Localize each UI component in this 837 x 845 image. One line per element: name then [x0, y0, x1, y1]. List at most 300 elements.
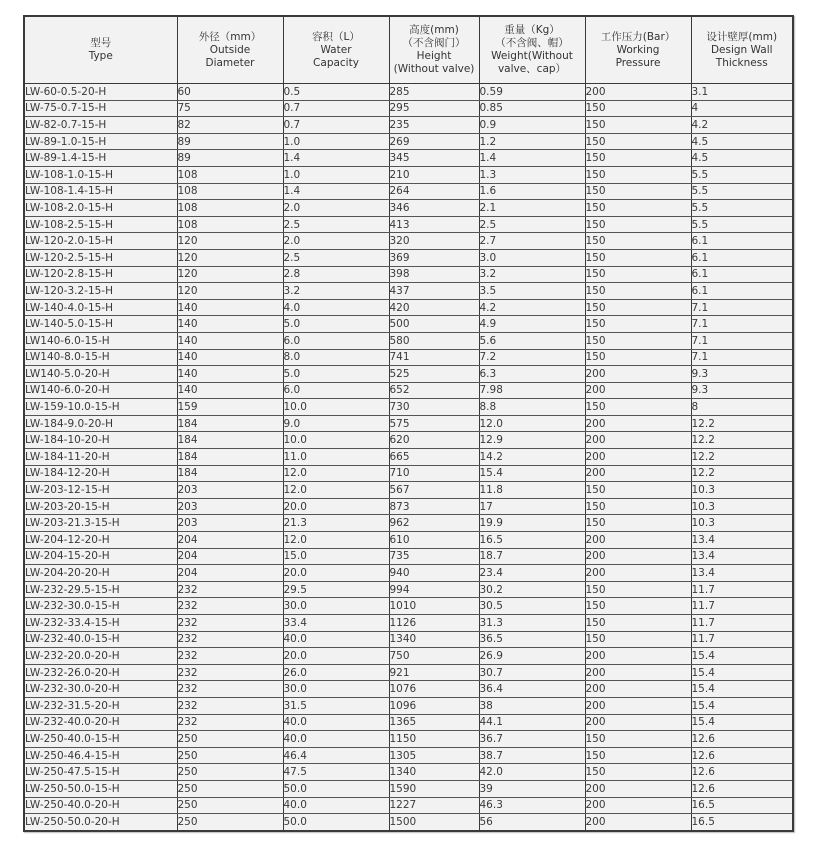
column-header-line: Working	[616, 43, 660, 56]
cell-outside-diameter: 232	[177, 648, 283, 665]
cell-water-capacity: 15.0	[283, 548, 389, 565]
cell-weight: 1.2	[479, 133, 585, 150]
cell-working-pressure: 200	[585, 366, 691, 383]
cell-outside-diameter: 184	[177, 432, 283, 449]
cell-type: LW-82-0.7-15-H	[24, 117, 177, 134]
column-header-line: Capacity	[313, 56, 359, 69]
cell-type: LW-120-2.8-15-H	[24, 266, 177, 283]
cell-water-capacity: 5.0	[283, 366, 389, 383]
spec-table-container	[23, 15, 794, 832]
cell-working-pressure: 200	[585, 432, 691, 449]
cell-weight: 8.8	[479, 399, 585, 416]
cell-height: 345	[389, 150, 479, 167]
cell-height: 1340	[389, 764, 479, 781]
cell-water-capacity: 50.0	[283, 780, 389, 797]
cell-outside-diameter: 108	[177, 200, 283, 217]
table-row	[24, 133, 793, 150]
table-row	[24, 631, 793, 648]
cell-working-pressure: 200	[585, 664, 691, 681]
cell-working-pressure: 200	[585, 697, 691, 714]
cell-water-capacity: 12.0	[283, 532, 389, 549]
cell-working-pressure: 150	[585, 515, 691, 532]
cell-outside-diameter: 120	[177, 266, 283, 283]
table-row	[24, 349, 793, 366]
cell-design-wall-thickness: 10.3	[691, 482, 793, 499]
cell-design-wall-thickness: 4.5	[691, 133, 793, 150]
cell-water-capacity: 12.0	[283, 482, 389, 499]
cell-working-pressure: 150	[585, 581, 691, 598]
table-row	[24, 84, 793, 101]
cell-water-capacity: 29.5	[283, 581, 389, 598]
cell-working-pressure: 200	[585, 449, 691, 466]
cell-type: LW-232-40.0-20-H	[24, 714, 177, 731]
cell-outside-diameter: 203	[177, 515, 283, 532]
cell-water-capacity: 10.0	[283, 399, 389, 416]
cell-height: 398	[389, 266, 479, 283]
cell-height: 940	[389, 565, 479, 582]
cell-weight: 0.9	[479, 117, 585, 134]
cell-type: LW-250-40.0-20-H	[24, 797, 177, 814]
cell-weight: 31.3	[479, 615, 585, 632]
cell-outside-diameter: 184	[177, 465, 283, 482]
table-row	[24, 249, 793, 266]
column-header-line: （不含阀门）	[402, 37, 466, 49]
cell-height: 525	[389, 366, 479, 383]
cell-water-capacity: 20.0	[283, 648, 389, 665]
cell-working-pressure: 200	[585, 382, 691, 399]
table-row	[24, 664, 793, 681]
cell-type: LW-108-1.0-15-H	[24, 166, 177, 183]
table-row	[24, 233, 793, 250]
cell-type: LW-203-20-15-H	[24, 498, 177, 515]
cell-water-capacity: 30.0	[283, 681, 389, 698]
cell-outside-diameter: 140	[177, 316, 283, 333]
cell-outside-diameter: 232	[177, 615, 283, 632]
cell-water-capacity: 33.4	[283, 615, 389, 632]
column-header-line: Outside	[209, 43, 251, 56]
cell-design-wall-thickness: 5.5	[691, 200, 793, 217]
cell-design-wall-thickness: 13.4	[691, 565, 793, 582]
table-row	[24, 598, 793, 615]
table-row	[24, 415, 793, 432]
cell-design-wall-thickness: 12.2	[691, 415, 793, 432]
cell-water-capacity: 8.0	[283, 349, 389, 366]
cell-design-wall-thickness: 8	[691, 399, 793, 416]
cell-design-wall-thickness: 5.5	[691, 166, 793, 183]
cell-working-pressure: 200	[585, 565, 691, 582]
cell-type: LW-60-0.5-20-H	[24, 84, 177, 101]
cell-height: 210	[389, 166, 479, 183]
cell-working-pressure: 150	[585, 216, 691, 233]
cell-outside-diameter: 140	[177, 366, 283, 383]
cell-working-pressure: 150	[585, 133, 691, 150]
cell-type: LW-108-1.4-15-H	[24, 183, 177, 200]
cell-working-pressure: 200	[585, 532, 691, 549]
cell-height: 620	[389, 432, 479, 449]
column-header-line: Diameter	[205, 56, 255, 69]
cell-type: LW-89-1.4-15-H	[24, 150, 177, 167]
table-row	[24, 548, 793, 565]
cell-working-pressure: 200	[585, 681, 691, 698]
cell-design-wall-thickness: 15.4	[691, 714, 793, 731]
cell-working-pressure: 150	[585, 266, 691, 283]
table-body	[24, 84, 793, 831]
column-header-line: 型号	[90, 37, 112, 49]
cell-water-capacity: 20.0	[283, 498, 389, 515]
cell-weight: 17	[479, 498, 585, 515]
cell-height: 346	[389, 200, 479, 217]
cell-design-wall-thickness: 7.1	[691, 299, 793, 316]
cell-water-capacity: 0.5	[283, 84, 389, 101]
cell-design-wall-thickness: 16.5	[691, 814, 793, 831]
table-row	[24, 100, 793, 117]
column-header-line: 外径（mm）	[198, 30, 262, 43]
cell-outside-diameter: 204	[177, 565, 283, 582]
cell-design-wall-thickness: 12.2	[691, 449, 793, 466]
cell-design-wall-thickness: 3.1	[691, 84, 793, 101]
table-row	[24, 366, 793, 383]
cell-working-pressure: 150	[585, 764, 691, 781]
cell-water-capacity: 30.0	[283, 598, 389, 615]
cell-weight: 16.5	[479, 532, 585, 549]
cell-type: LW-250-40.0-15-H	[24, 731, 177, 748]
cell-design-wall-thickness: 4.2	[691, 117, 793, 134]
cell-weight: 2.7	[479, 233, 585, 250]
column-header-line: Pressure	[615, 56, 661, 69]
cell-design-wall-thickness: 11.7	[691, 631, 793, 648]
table-row	[24, 515, 793, 532]
cell-height: 730	[389, 399, 479, 416]
cell-height: 710	[389, 465, 479, 482]
cell-design-wall-thickness: 13.4	[691, 548, 793, 565]
cell-design-wall-thickness: 11.7	[691, 598, 793, 615]
cell-outside-diameter: 184	[177, 449, 283, 466]
cell-height: 921	[389, 664, 479, 681]
cell-outside-diameter: 232	[177, 598, 283, 615]
cell-water-capacity: 1.0	[283, 166, 389, 183]
cell-design-wall-thickness: 11.7	[691, 615, 793, 632]
cell-height: 1590	[389, 780, 479, 797]
cell-height: 500	[389, 316, 479, 333]
cell-weight: 3.2	[479, 266, 585, 283]
column-header-line: valve、cap）	[497, 63, 567, 75]
column-header-line: Thickness	[715, 56, 768, 69]
cell-water-capacity: 6.0	[283, 382, 389, 399]
cell-design-wall-thickness: 16.5	[691, 797, 793, 814]
table-row	[24, 299, 793, 316]
table-row	[24, 266, 793, 283]
cell-weight: 46.3	[479, 797, 585, 814]
cell-outside-diameter: 232	[177, 664, 283, 681]
cell-height: 437	[389, 283, 479, 300]
cell-type: LW-184-11-20-H	[24, 449, 177, 466]
cell-weight: 4.2	[479, 299, 585, 316]
cell-height: 295	[389, 100, 479, 117]
cell-water-capacity: 2.5	[283, 216, 389, 233]
column-header-water-capacity	[283, 16, 389, 84]
cell-outside-diameter: 108	[177, 216, 283, 233]
cell-type: LW-159-10.0-15-H	[24, 399, 177, 416]
cell-height: 1076	[389, 681, 479, 698]
table-row	[24, 780, 793, 797]
cell-outside-diameter: 203	[177, 482, 283, 499]
table-row	[24, 183, 793, 200]
cell-height: 1227	[389, 797, 479, 814]
column-header-weight	[479, 16, 585, 84]
cell-type: LW-232-26.0-20-H	[24, 664, 177, 681]
table-row	[24, 216, 793, 233]
cell-height: 575	[389, 415, 479, 432]
cell-height: 741	[389, 349, 479, 366]
cell-working-pressure: 150	[585, 233, 691, 250]
cell-outside-diameter: 184	[177, 415, 283, 432]
cell-design-wall-thickness: 7.1	[691, 316, 793, 333]
cell-working-pressure: 150	[585, 332, 691, 349]
table-row	[24, 648, 793, 665]
cell-water-capacity: 3.2	[283, 283, 389, 300]
cell-design-wall-thickness: 6.1	[691, 266, 793, 283]
cell-outside-diameter: 120	[177, 233, 283, 250]
table-row	[24, 150, 793, 167]
cell-design-wall-thickness: 12.2	[691, 465, 793, 482]
cell-weight: 6.3	[479, 366, 585, 383]
cell-working-pressure: 150	[585, 598, 691, 615]
cell-working-pressure: 150	[585, 117, 691, 134]
cell-outside-diameter: 89	[177, 133, 283, 150]
cell-water-capacity: 20.0	[283, 565, 389, 582]
cell-outside-diameter: 140	[177, 382, 283, 399]
cell-working-pressure: 150	[585, 316, 691, 333]
cell-height: 1365	[389, 714, 479, 731]
column-header-type	[24, 16, 177, 84]
column-header-height	[389, 16, 479, 84]
cell-outside-diameter: 108	[177, 166, 283, 183]
cell-water-capacity: 11.0	[283, 449, 389, 466]
cylinder-spec-table	[23, 15, 794, 832]
cell-height: 652	[389, 382, 479, 399]
cell-outside-diameter: 250	[177, 797, 283, 814]
cell-design-wall-thickness: 7.1	[691, 332, 793, 349]
cell-design-wall-thickness: 12.6	[691, 764, 793, 781]
table-row	[24, 465, 793, 482]
cell-outside-diameter: 204	[177, 532, 283, 549]
cell-weight: 38.7	[479, 747, 585, 764]
cell-working-pressure: 150	[585, 100, 691, 117]
cell-working-pressure: 200	[585, 84, 691, 101]
cell-weight: 3.5	[479, 283, 585, 300]
table-row	[24, 432, 793, 449]
cell-weight: 4.9	[479, 316, 585, 333]
column-header-line: 容积（L）	[312, 30, 360, 43]
cell-water-capacity: 50.0	[283, 814, 389, 831]
cell-outside-diameter: 232	[177, 581, 283, 598]
cell-type: LW-184-9.0-20-H	[24, 415, 177, 432]
cell-type: LW-120-2.0-15-H	[24, 233, 177, 250]
cell-type: LW140-8.0-15-H	[24, 349, 177, 366]
cell-weight: 5.6	[479, 332, 585, 349]
cell-weight: 0.59	[479, 84, 585, 101]
column-header-line: (Without valve)	[393, 63, 475, 75]
cell-outside-diameter: 120	[177, 249, 283, 266]
table-row	[24, 482, 793, 499]
cell-outside-diameter: 250	[177, 814, 283, 831]
cell-weight: 36.5	[479, 631, 585, 648]
cell-design-wall-thickness: 12.6	[691, 731, 793, 748]
cell-type: LW-204-12-20-H	[24, 532, 177, 549]
cell-outside-diameter: 232	[177, 714, 283, 731]
cell-design-wall-thickness: 12.6	[691, 747, 793, 764]
cell-height: 1500	[389, 814, 479, 831]
column-header-line: （不含阀、帽）	[495, 37, 569, 49]
cell-working-pressure: 200	[585, 648, 691, 665]
column-header-line: 高度(mm)	[409, 24, 459, 36]
cell-working-pressure: 200	[585, 548, 691, 565]
cell-outside-diameter: 108	[177, 183, 283, 200]
cell-height: 735	[389, 548, 479, 565]
cell-outside-diameter: 232	[177, 681, 283, 698]
column-header-design-wall-thickness	[691, 16, 793, 84]
cell-height: 1340	[389, 631, 479, 648]
cell-water-capacity: 21.3	[283, 515, 389, 532]
cell-design-wall-thickness: 15.4	[691, 648, 793, 665]
cell-water-capacity: 12.0	[283, 465, 389, 482]
cell-outside-diameter: 203	[177, 498, 283, 515]
cell-weight: 15.4	[479, 465, 585, 482]
cell-outside-diameter: 250	[177, 764, 283, 781]
cell-height: 269	[389, 133, 479, 150]
cell-design-wall-thickness: 6.1	[691, 283, 793, 300]
cell-weight: 23.4	[479, 565, 585, 582]
cell-water-capacity: 2.0	[283, 233, 389, 250]
cell-type: LW-89-1.0-15-H	[24, 133, 177, 150]
header-row	[24, 16, 793, 84]
cell-water-capacity: 40.0	[283, 631, 389, 648]
cell-outside-diameter: 75	[177, 100, 283, 117]
cell-water-capacity: 46.4	[283, 747, 389, 764]
cell-water-capacity: 47.5	[283, 764, 389, 781]
cell-design-wall-thickness: 10.3	[691, 498, 793, 515]
table-row	[24, 697, 793, 714]
cell-water-capacity: 6.0	[283, 332, 389, 349]
cell-height: 264	[389, 183, 479, 200]
cell-outside-diameter: 60	[177, 84, 283, 101]
cell-height: 1150	[389, 731, 479, 748]
cell-working-pressure: 150	[585, 615, 691, 632]
cell-weight: 42.0	[479, 764, 585, 781]
table-row	[24, 200, 793, 217]
cell-type: LW-75-0.7-15-H	[24, 100, 177, 117]
table-row	[24, 166, 793, 183]
cell-weight: 1.6	[479, 183, 585, 200]
cell-type: LW-232-40.0-15-H	[24, 631, 177, 648]
table-row	[24, 316, 793, 333]
cell-type: LW-232-30.0-15-H	[24, 598, 177, 615]
table-row	[24, 399, 793, 416]
cell-type: LW-203-12-15-H	[24, 482, 177, 499]
cell-outside-diameter: 140	[177, 332, 283, 349]
column-header-line: 重量（Kg）	[504, 24, 560, 36]
cell-weight: 7.2	[479, 349, 585, 366]
cell-water-capacity: 2.8	[283, 266, 389, 283]
cell-type: LW140-6.0-20-H	[24, 382, 177, 399]
cell-type: LW-120-3.2-15-H	[24, 283, 177, 300]
cell-design-wall-thickness: 7.1	[691, 349, 793, 366]
cell-height: 1305	[389, 747, 479, 764]
cell-outside-diameter: 250	[177, 731, 283, 748]
cell-working-pressure: 150	[585, 283, 691, 300]
column-header-line: 工作压力(Bar）	[600, 30, 676, 43]
cell-weight: 12.0	[479, 415, 585, 432]
cell-design-wall-thickness: 12.6	[691, 780, 793, 797]
cell-weight: 44.1	[479, 714, 585, 731]
cell-height: 413	[389, 216, 479, 233]
table-row	[24, 581, 793, 598]
cell-weight: 0.85	[479, 100, 585, 117]
cell-weight: 30.7	[479, 664, 585, 681]
cell-weight: 2.5	[479, 216, 585, 233]
cell-working-pressure: 200	[585, 465, 691, 482]
table-row	[24, 532, 793, 549]
cell-working-pressure: 200	[585, 780, 691, 797]
cell-design-wall-thickness: 10.3	[691, 515, 793, 532]
cell-outside-diameter: 159	[177, 399, 283, 416]
cell-height: 320	[389, 233, 479, 250]
column-header-line: Water	[320, 43, 352, 56]
cell-design-wall-thickness: 9.3	[691, 366, 793, 383]
cell-design-wall-thickness: 15.4	[691, 681, 793, 698]
column-header-line: Height	[416, 50, 452, 62]
column-header-working-pressure	[585, 16, 691, 84]
cell-water-capacity: 31.5	[283, 697, 389, 714]
cell-design-wall-thickness: 11.7	[691, 581, 793, 598]
cell-design-wall-thickness: 6.1	[691, 233, 793, 250]
cell-outside-diameter: 232	[177, 697, 283, 714]
cell-weight: 1.4	[479, 150, 585, 167]
cell-weight: 39	[479, 780, 585, 797]
cell-working-pressure: 150	[585, 166, 691, 183]
cell-working-pressure: 150	[585, 731, 691, 748]
column-header-line: 设计壁厚(mm)	[706, 30, 778, 43]
cell-design-wall-thickness: 15.4	[691, 697, 793, 714]
cell-height: 610	[389, 532, 479, 549]
cell-type: LW-250-47.5-15-H	[24, 764, 177, 781]
table-row	[24, 714, 793, 731]
cell-working-pressure: 150	[585, 498, 691, 515]
cell-weight: 56	[479, 814, 585, 831]
table-row	[24, 449, 793, 466]
cell-type: LW140-5.0-20-H	[24, 366, 177, 383]
table-row	[24, 764, 793, 781]
cell-type: LW-184-10-20-H	[24, 432, 177, 449]
cell-outside-diameter: 232	[177, 631, 283, 648]
cell-type: LW-232-30.0-20-H	[24, 681, 177, 698]
cell-type: LW140-6.0-15-H	[24, 332, 177, 349]
cell-weight: 11.8	[479, 482, 585, 499]
cell-weight: 18.7	[479, 548, 585, 565]
table-row	[24, 615, 793, 632]
column-header-line: Type	[88, 50, 113, 62]
cell-design-wall-thickness: 4	[691, 100, 793, 117]
cell-height: 369	[389, 249, 479, 266]
cell-height: 1096	[389, 697, 479, 714]
cell-type: LW-250-50.0-15-H	[24, 780, 177, 797]
cell-outside-diameter: 89	[177, 150, 283, 167]
cell-working-pressure: 150	[585, 399, 691, 416]
cell-height: 962	[389, 515, 479, 532]
cell-working-pressure: 200	[585, 415, 691, 432]
cell-type: LW-250-50.0-20-H	[24, 814, 177, 831]
cell-working-pressure: 150	[585, 631, 691, 648]
